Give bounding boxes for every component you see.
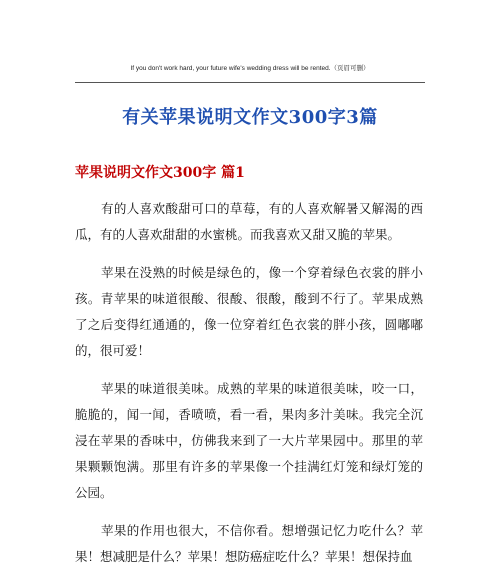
page-header-note: If you don't work hard, your future wife's wedding dress will be rented.（页眉可删） [130, 65, 370, 72]
paragraph-3: 苹果的味道很美味。成熟的苹果的味道很美味，咬一口，脆脆的，闻一闻，香喷喷，看一看，果肉多汁美味。我完全沉浸在苹果的香味中，仿佛我来到了一大片苹果园中。那里的苹果颗颗饱满。那里有许多的苹果像一个挂满红灯笼和绿灯笼的公园。 [75, 381, 423, 500]
paragraph-4: 苹果的作用也很大，不信你看。想增强记忆力吃什么？苹果！想减肥是什么？苹果！想防癌症吃什么？苹果！想保持血 [75, 523, 423, 564]
paragraph-1: 有的人喜欢酸甜可口的草莓，有的人喜欢解暑又解渴的西瓜，有的人喜欢甜甜的水蜜桃。而我喜欢又甜又脆的苹果。 [75, 201, 423, 242]
header-divider [75, 82, 425, 83]
paragraph-2: 苹果在没熟的时候是绿色的，像一个穿着绿色衣裳的胖小孩。青苹果的味道很酸、很酸、很酸，酸到不行了。苹果成熟了之后变得红通通的，像一位穿着红色衣裳的胖小孩，圆嘟嘟的，很可爱！ [75, 265, 423, 358]
document-title: 有关苹果说明文作文300字3篇 [122, 107, 378, 128]
section-title: 苹果说明文作文300字 篇1 [75, 165, 245, 181]
document-body [75, 196, 423, 582]
